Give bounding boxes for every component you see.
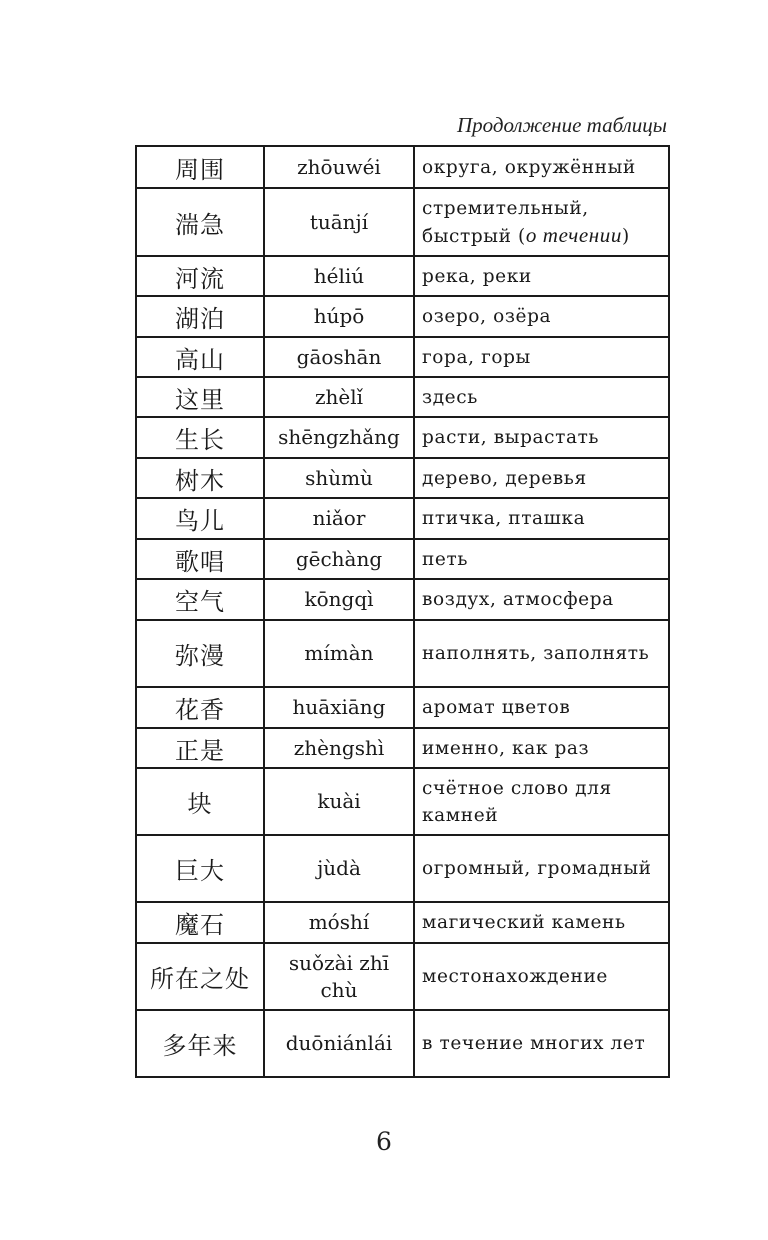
hanzi-cell: 多年来 [136,1010,264,1077]
hanzi-cell: 周围 [136,146,264,188]
meaning-usage-note: о течении [525,222,622,247]
pinyin-cell: húpō [264,296,414,337]
pinyin-cell: duōniánlái [264,1010,414,1077]
pinyin-cell: zhèlǐ [264,377,414,417]
meaning-cell: округа, окружённый [414,146,669,188]
table-row [136,417,669,458]
pinyin-cell: shùmù [264,458,414,498]
meaning-text-end: ) [621,225,630,247]
pinyin-cell: niǎor [264,498,414,539]
hanzi-cell: 树木 [136,458,264,498]
meaning-cell: дерево, деревья [414,458,669,498]
meaning-cell: расти, вырастать [414,417,669,458]
hanzi-cell: 花香 [136,687,264,728]
pinyin-cell: mímàn [264,620,414,687]
pinyin-cell: gāoshān [264,337,414,377]
hanzi-cell: 鸟儿 [136,498,264,539]
table-row [136,902,669,943]
table-row [136,337,669,377]
table-row [136,579,669,620]
meaning-cell: птичка, пташка [414,498,669,539]
table-row [136,498,669,539]
table-row [136,146,669,188]
table-row [136,539,669,579]
table-row [136,768,669,835]
table-row [136,458,669,498]
meaning-cell: в течение многих лет [414,1010,669,1077]
meaning-cell: огромный, громадный [414,835,669,902]
meaning-cell: аромат цветов [414,687,669,728]
table-row [136,835,669,902]
meaning-cell [414,188,669,256]
meaning-cell: наполнять, заполнять [414,620,669,687]
meaning-cell: магический камень [414,902,669,943]
hanzi-cell: 巨大 [136,835,264,902]
hanzi-cell: 生长 [136,417,264,458]
page-number: 6 [376,1127,392,1156]
hanzi-cell: 弥漫 [136,620,264,687]
pinyin-cell: suǒzài zhī chù [264,943,414,1010]
table-row [136,620,669,687]
pinyin-cell: gēchàng [264,539,414,579]
hanzi-cell: 空气 [136,579,264,620]
meaning-cell: река, реки [414,256,669,296]
meaning-cell: гора, горы [414,337,669,377]
pinyin-cell: tuānjí [264,188,414,256]
pinyin-cell: kuài [264,768,414,835]
table-row [136,377,669,417]
pinyin-cell: héliú [264,256,414,296]
meaning-cell: петь [414,539,669,579]
pinyin-cell: móshí [264,902,414,943]
continuation-label: Продолжение таблицы [456,113,667,137]
vocabulary-table [135,145,670,1078]
pinyin-cell: huāxiāng [264,687,414,728]
pinyin-cell: jùdà [264,835,414,902]
hanzi-cell: 湍急 [136,188,264,256]
pinyin-cell: kōngqì [264,579,414,620]
hanzi-cell: 这里 [136,377,264,417]
table-row [136,296,669,337]
hanzi-cell: 所在之处 [136,943,264,1010]
meaning-cell: озеро, озёра [414,296,669,337]
meaning-cell: воздух, атмосфера [414,579,669,620]
table-row [136,943,669,1010]
hanzi-cell: 河流 [136,256,264,296]
table-row [136,687,669,728]
hanzi-cell: 歌唱 [136,539,264,579]
meaning-cell: местонахождение [414,943,669,1010]
pinyin-cell: shēngzhǎng [264,417,414,458]
hanzi-cell: 湖泊 [136,296,264,337]
hanzi-cell: 高山 [136,337,264,377]
table-row [136,728,669,768]
meaning-cell: здесь [414,377,669,417]
hanzi-cell: 魔石 [136,902,264,943]
table-row [136,188,669,256]
pinyin-cell: zhèngshì [264,728,414,768]
hanzi-cell: 块 [136,768,264,835]
meaning-cell: именно, как раз [414,728,669,768]
table-row [136,1010,669,1077]
pinyin-cell: zhōuwéi [264,146,414,188]
hanzi-cell: 正是 [136,728,264,768]
table-row [136,256,669,296]
meaning-cell: счётное слово для камней [414,768,669,835]
meaning-text: стремительный, быстрый ( [422,197,589,247]
